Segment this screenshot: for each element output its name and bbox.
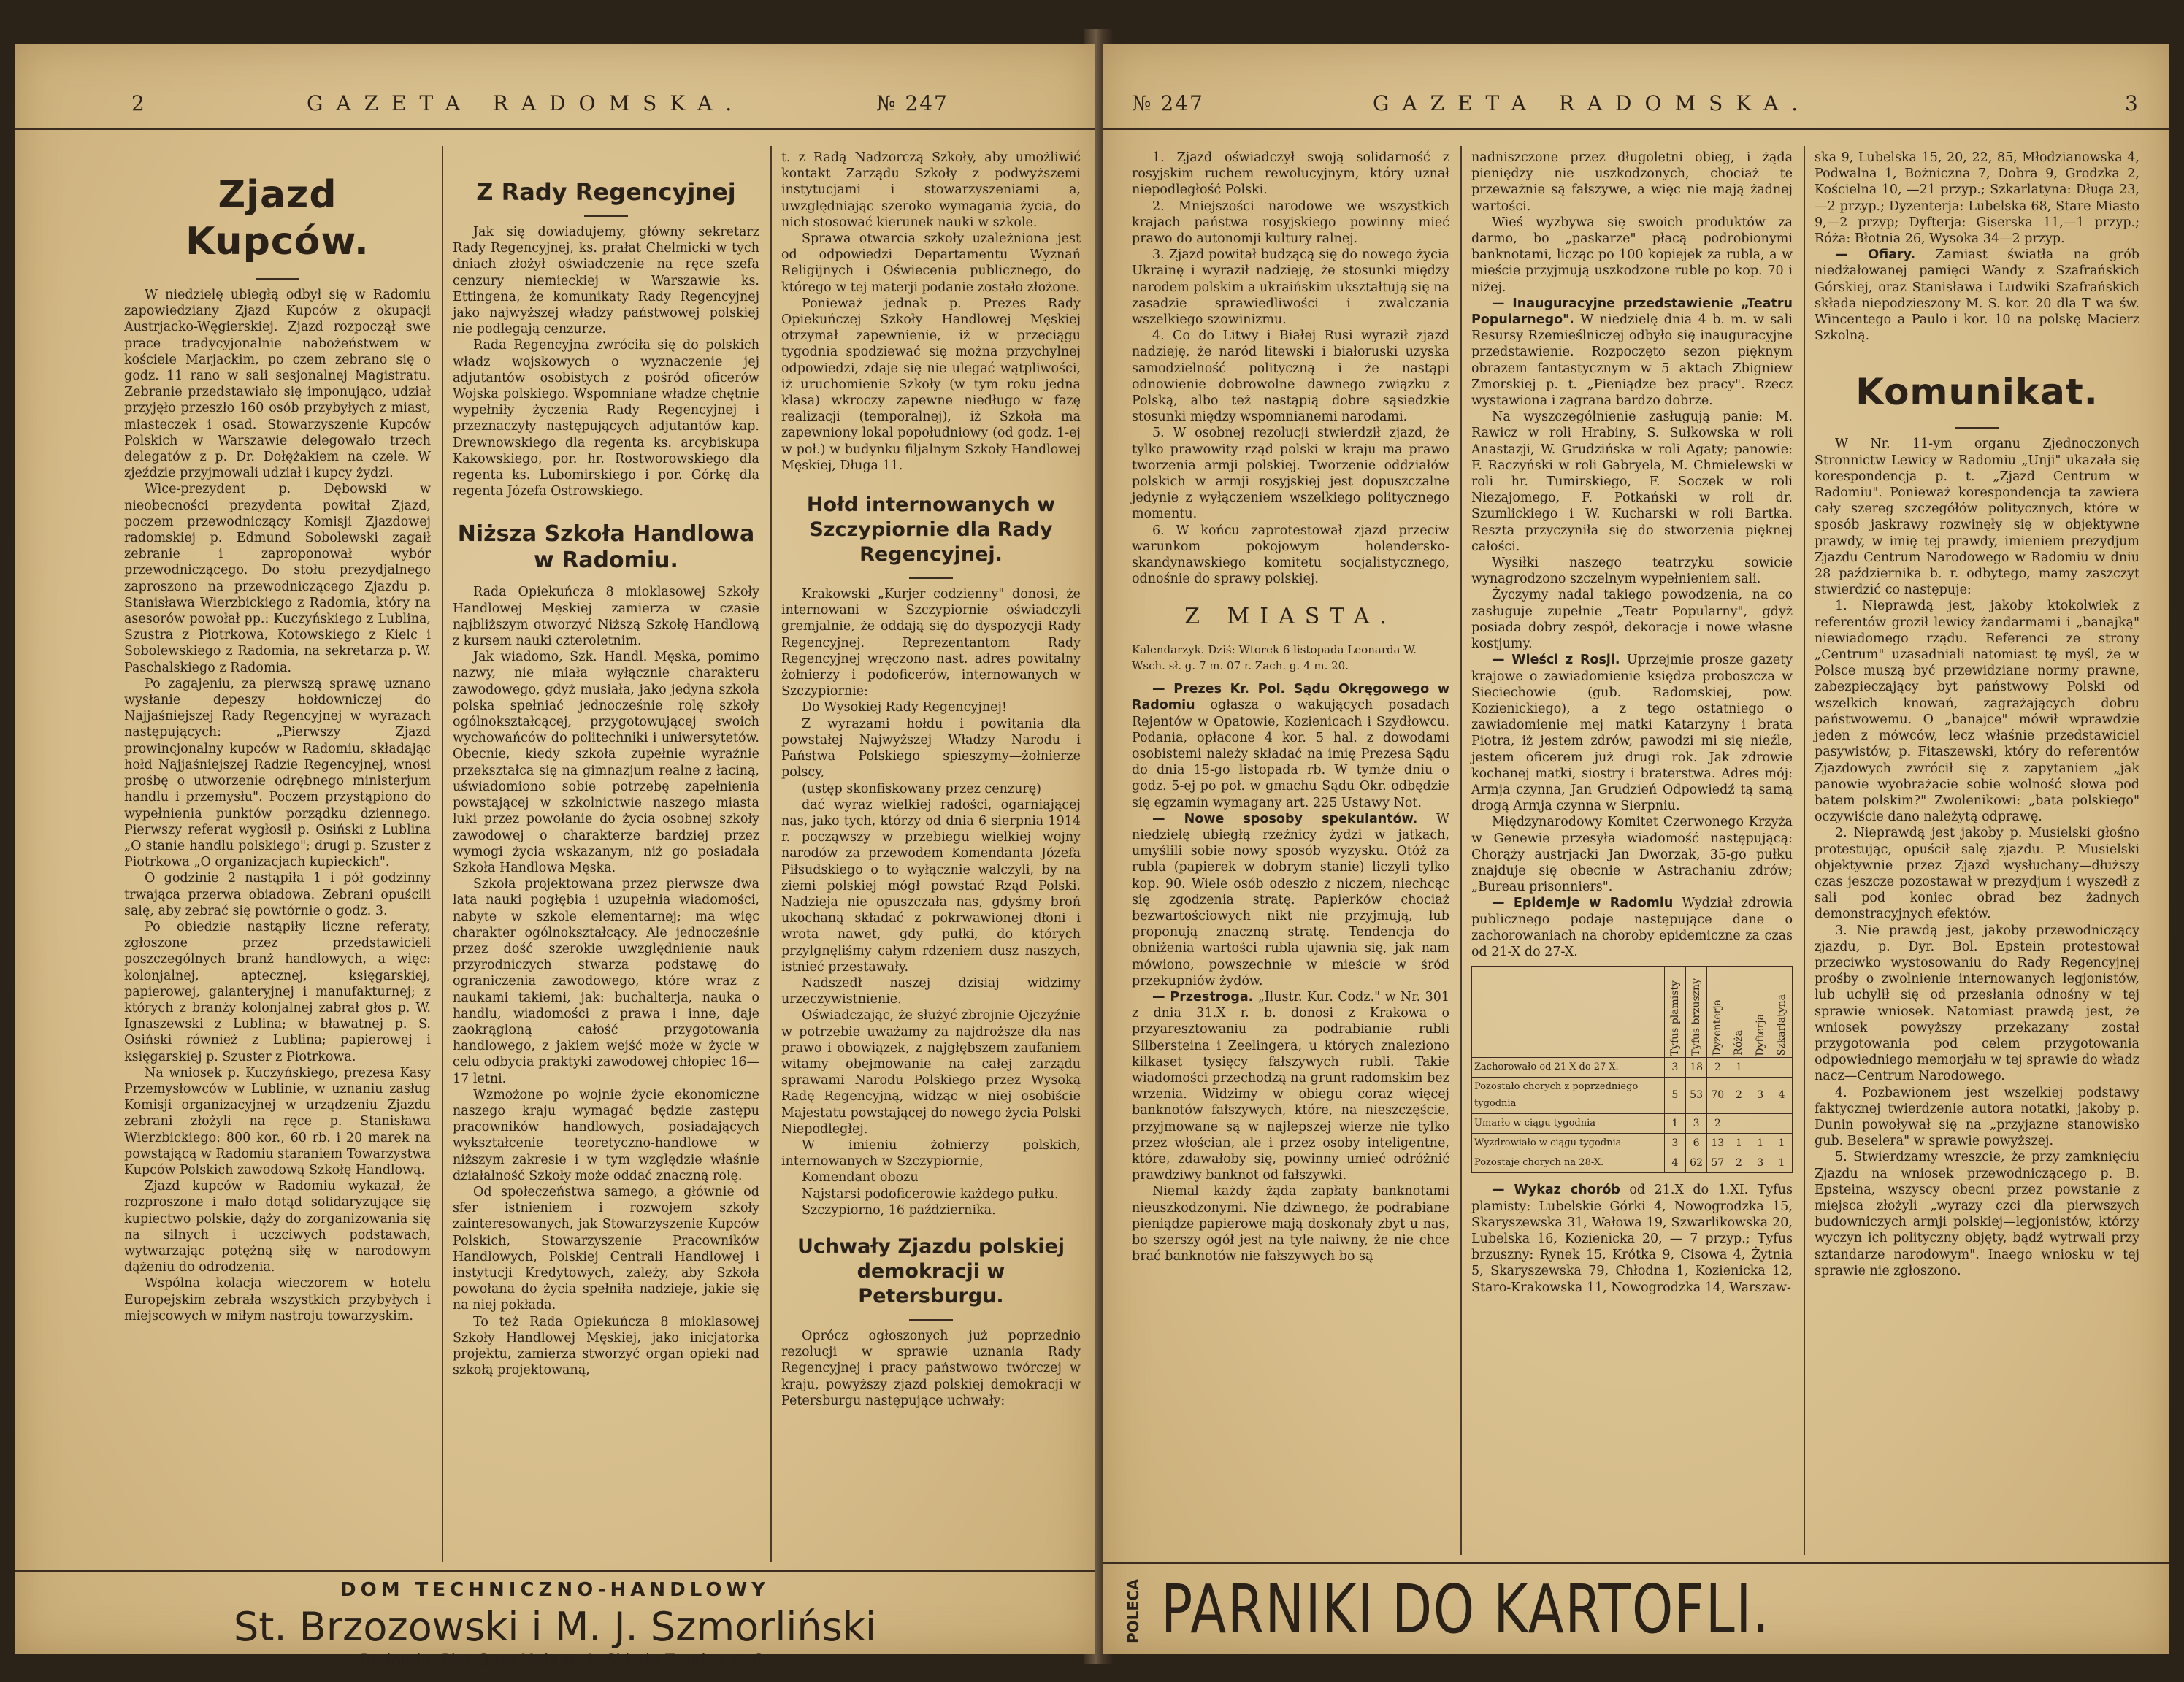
newspaper-title: GAZETA RADOMSKA.	[1373, 91, 1812, 115]
table-cell: 62	[1685, 1153, 1706, 1173]
article-title: Komunikat.	[1855, 371, 2099, 414]
table-header: Dyzenterja	[1707, 967, 1728, 1058]
article-paragraph: Wieś wyzbywa się swoich produktów za darmo, bo „paskarze" płacą podrobionymi banknotami, licząc po 100 kopiejek za rubla, a w mieście przyjmują uszkodzone ruble po kop. 70 i niżej.	[1471, 215, 1793, 295]
table-cell: 3	[1664, 1058, 1685, 1078]
table-cell: 2	[1728, 1078, 1750, 1113]
news-items	[1471, 296, 1793, 960]
article-paragraph: W imieniu żołnierzy polskich, internowanych w Szczypiornie,	[781, 1137, 1081, 1170]
column-rule	[442, 146, 443, 1562]
table-row	[1472, 1113, 1793, 1133]
article-paragraph: To też Rada Opiekuńcza 8 mioklasowej Szkoły Handlowej Męskiej, jako inicjatorka projektu, zamierza stworzyć organ opieki nad szkołą projektowaną,	[453, 1314, 759, 1378]
section-heading: Z MIASTA.	[1184, 604, 1397, 630]
table-cell: 53	[1685, 1078, 1706, 1113]
article-paragraph: Oświadczając, że służyć zbrojnie Ojczyźnie w potrzebie uważamy za najdroższe dla nas prawo i obowiązek, z najgłębszem zaufaniem witamy obejmowanie na całej zarządu sprawami Narodu Polskiego przez Wysoką Radę Regencyjną, widząc w niej osobiście Majestatu powstającej do nowego życia Polski Niepodległej.	[781, 1008, 1081, 1137]
article-title: Niższa Szkoła Handlowa w Radomiu.	[457, 521, 755, 574]
news-item: Życzymy nadal takiego powodzenia, na co zasługuje zupełnie „Teatr Popularny", gdyż posiada dobry zespół, dekoracje i nowe własne kostjumy.	[1471, 588, 1793, 652]
article-paragraph: 3. Zjazd powitał budzącą się do nowego życia Ukrainę i wyraził nadzieję, że stosunki między narodem polskim a ukraińskim ukształtują się na zasadzie sprawiedliwości i zwalczania wszelkiego szowinizmu.	[1132, 247, 1450, 328]
right-page-header	[1103, 84, 2169, 130]
ad-line: DOM TECHNICZNO-HANDLOWY	[340, 1579, 770, 1601]
advertisement-bottom-left	[15, 1570, 1095, 1670]
table-header: Dyfterja	[1750, 967, 1771, 1058]
title-divider	[1955, 427, 1999, 429]
table-cell: 3	[1664, 1133, 1685, 1153]
column-rule	[1804, 146, 1805, 1555]
table-header: Tyfus brzuszny	[1685, 967, 1706, 1058]
article-paragraph: Rada Regencyjna zwróciła się do polskich władz wojskowych o wyznaczenie jej adjutantów osobistych z pośród oficerów Wojska polskiego. Wspomniane władze chętnie wypełniły życzenia Rady Regencyjnej i przeznaczyły następujących adjutantów kap. Drewnowskiego dla regenta ks. arcybiskupa Kakowskiego, por. hr. Rostworowskiego dla regenta ks. Lubomirskiego i por. Górkę dla regenta Józefa Ostrowskiego.	[453, 338, 759, 499]
table-row	[1472, 1078, 1793, 1113]
article-paragraph: Z wyrazami hołdu i powitania dla powstałej Najwyższej Władzy Narodu i Państwa Polskiego spieszymy—żołnierze polscy,	[781, 716, 1081, 780]
right-column-2	[1471, 150, 1793, 1551]
article-paragraph: 1. Zjazd oświadczył swoją solidarność z rosyjskim ruchem rewolucyjnym, który uznał niepodległość Polski.	[1132, 150, 1449, 198]
article-paragraph: Jak się dowiadujemy, główny sekretarz Rady Regencyjnej, ks. prałat Chelmicki w tych dniach złożył oświadczenie na ręce szefa cenzury niemieckiej w Warszawie ks. Ettingena, że komunikaty Rady Regencyjnej jako najwyższej władzy państwowej polskiej nie podlegają cenzurze.	[453, 225, 759, 337]
article-paragraph: Nadszedł naszej dzisiaj widzimy urzeczywistnienie.	[781, 975, 1081, 1007]
article-title: Hołd internowanych w Szczypiornie dla Rady Regencyjnej.	[806, 494, 1056, 567]
left-column-3	[781, 150, 1081, 1559]
article-paragraph: nadniszczone przez długoletni obieg, i żąda pieniędzy nie uszkodzonych, chociaż te przeważnie są fałszywe, a więc nie mają żadnej wartości.	[1471, 150, 1793, 214]
issue-number: № 247	[876, 91, 949, 115]
article-paragraph: W Nr. 11-ym organu Zjednoczonych Stronnictw Lewicy w Radomiu „Unji" ukazała się korespondencja p. t. „Zjazd Centrum w Radomiu". Ponieważ korespondencja ta zawiera cały szereg szczegółów politycznych, które w sposób jaskrawy rozwinęły się w objektywne prawdy, w imię tej prawdy, imieniem prezydjum Zjazdu Centrum Narodowego w Radomiu w dniu 28 października b. r. odbytego, mamy zaszczyt stwierdzić co następuje:	[1815, 437, 2139, 598]
table-cell: 70	[1707, 1078, 1728, 1113]
news-item: — Nowe sposoby spekulantów. W niedzielę ubiegłą rzeźnicy żydzi w jatkach, umyślili sobie nowy sposób wyzysku. Otóż za rubla (papierek w dobrym stanie) liczyli tylko kop. 90. Wiele osób odeszło z niczem, niechcąc się zgodzenia stratę. Papierków chociaż bezwartościowych nikt nie przyjmują, lub proponują znaczną stratę. Tendencja do obniżenia wartości rubla ujawnia się, jak nam mówiono, powszechnie w mieście w śród przekupniów żydów.	[1132, 811, 1449, 988]
row-label: Zachorowało od 21-X do 27-X.	[1472, 1058, 1665, 1078]
table-header: Tyfus plamisty	[1664, 967, 1685, 1058]
article-paragraph: Niemal każdy żąda zapłaty banknotami nieuszkodzonymi. Nie dziwnego, że podrabiane pieniądze papierowe mają doskonały zbyt u nas, bo szerszy ogół jest na tyle naiwny, że nie chce brać banknotów nie fałszywych bo są	[1132, 1184, 1449, 1264]
table-cell: 4	[1771, 1078, 1792, 1113]
table-cell: 3	[1685, 1113, 1706, 1133]
article-paragraph: O godzinie 2 nastąpiła 1 i pół godzinny trwająca przerwa obiadowa. Zebrani opuścili salę, aby zebrać się powtórnie o godz. 3.	[124, 871, 431, 918]
article-title: Zjazd Kupców.	[185, 173, 369, 264]
article-body	[453, 584, 759, 1378]
article-paragraph: Wspólna kolacja wieczorem w hotelu Europejskim zebrała wszystkich przybyłych i miejscowych w miłym nastroju towarzyskim.	[124, 1276, 431, 1324]
article-paragraph: dać wyraz wielkiej radości, ogarniającej nas, jako tych, którzy od dnia 6 sierpnia 1914 r. począwszy w przebiegu wielkiej wojny narodów za przewodem Komendanta Józefa Piłsudskiego o to wyłącznie walczyli, by na ziemi polskiej mógł powstać Rząd Polski. Nadzieja nie opuszczała nas, gdyśmy broń ukochaną składać z pokrwawionej dłoni i wrota nawet, gdy pułki, do których przylgnęliśmy całym rdzeniem dusz naszych, istnieć przestawały.	[781, 797, 1081, 975]
article-paragraph: Od społeczeństwa samego, a głównie od sfer istnieniem i rozwojem szkoły zainteresowanych, jak Stowarzyszenie Kupców Polskich, Stowarzyszenie Pracowników Handlowych, Polskiej Centrali Handlowej i instytucji Kredytowych, zależy, aby Szkoła powołana do życia spełniła nadzieje, jakie się na niej pokłada.	[453, 1184, 759, 1313]
news-item: Na wyszczególnienie zasługują panie: M. Rawicz w roli Hrabiny, S. Sułkowska w roli Anastazji, W. Grudzińska w roli Agaty; panowie: F. Raczyński w roli Gabryela, M. Chmielewski w roli hr. Tumirskiego, F. Soczek w roli Niezajomego, F. Potkański w roli dr. Szumlickiego i W. Kucharski w roli Bartka. Reszta przyczyniła się do stworzenia pięknej całości.	[1471, 410, 1793, 554]
table-cell: 1	[1771, 1153, 1792, 1173]
ad-side-label: POLECA	[1124, 1578, 1142, 1644]
article-body	[781, 586, 1081, 1218]
article-paragraph: — Ofiary. Zamiast światła na grób niedżałowanej pamięci Wandy z Szafrańskich Górskiej, oraz Stanisława i Ludwiki Szafrańskich składa niepodzieszony M. S. kor. 20 dla T wa św. Wincentego a Paulo i kor. 10 na polskę Macierz Szkolną.	[1815, 247, 2139, 344]
news-item: Wysiłki naszego teatrzyku sowicie wynagrodzono szczelnym wypełnieniem sali.	[1471, 556, 1793, 587]
table-cell: 13	[1707, 1133, 1728, 1153]
article-paragraph: 6. W końcu zaprotestował zjazd przeciw warunkom pokojowym holendersko-skandynawskiego komitetu socjalistycznego, odnośnie do sprawy polskiej.	[1132, 523, 1449, 587]
article-paragraph: Do Wysokiej Rady Regencyjnej!	[802, 700, 1007, 715]
article-paragraph: Rada Opiekuńcza 8 mioklasowej Szkoły Handlowej Męskiej zamierza w czasie najbliższym otworzyć Niższą Szkołę Handlową z kursem nauki czteroletnim.	[453, 585, 759, 649]
left-column-2	[453, 150, 759, 1559]
article-paragraph: Ponieważ jednak p. Prezes Rady Opiekuńczej Szkoły Handlowej Męskiej otrzymał zapewnienie, iż w przeciągu tygodnia spodziewać się można przychylnej odpowiedzi, zdaje się nie ulegać wątpliwości, iż uruchomienie Szkoły (w tym roku jedna klasa) wkroczy zapewne niedługo w fazę realizacji (temporalnej), iż Szkoła ma zapewniony lokal popołudniowy (od godz. 1-ej w poł.) w budynku filjalnym Szkoły Handlowej Męskiej, Długa 11.	[781, 296, 1081, 473]
article-paragraph: Szczypiorno, 16 października.	[802, 1202, 996, 1218]
left-column-1	[124, 150, 431, 1559]
article-paragraph: Zjazd kupców w Radomiu wykazał, że rozproszone i mało dotąd solidaryzujące się kupiectwo polskie, dąży do zorganizowania się na silnych i uczciwych podstawach, wytwarzając potężną siłę w narodowym dążeniu do odrodzenia.	[124, 1179, 431, 1275]
table-row	[1472, 1153, 1793, 1173]
article-title: Z Rady Regencyjnej	[476, 178, 736, 206]
news-item: — Inauguracyjne przedstawienie „Teatru Popularnego". W niedzielę dnia 4 b. m. w sali Resursy Rzemieślniczej odbyło się inauguracyjne przedstawienie. Rozpoczęto sezon pięknym obrazem fantastycznym w 5 aktach Zbigniew Zmorskiej p. t. „Pieniądze bez pracy". Rzecz wystawiona i zagrana bardzo dobrze.	[1471, 296, 1793, 409]
table-cell	[1750, 1113, 1771, 1133]
article-paragraph: Krakowski „Kurjer codzienny" donosi, że internowani w Szczypiornie oświadczyli gremjalnie, że oddają się do dyspozycji Rady Regencyjnej. Reprezentantom Rady Regencyjnej wręczono nast. adres powitalny żołnierzy i podoficerów, internowanych w Szczypiornie:	[781, 587, 1081, 699]
news-items	[1132, 681, 1449, 1264]
title-divider	[909, 1319, 953, 1321]
article-paragraph: Na wniosek p. Kuczyńskiego, prezesa Kasy Przemysłowców w Lublinie, w uznaniu zasług Komisji organizacyjnej w urządzeniu Zjazdu zebrani złożyli na ręce p. Stanisława Wierzbickiego: 800 kor., 60 rb. i 20 marek na powstającą w Radomiu staraniem Towarzystwa Kupców Polskich zawodową Szkołę Handlową.	[124, 1065, 431, 1178]
article-paragraph: Wice-prezydent p. Dębowski w nieobecności prezydenta powitał Zjazd, poczem przewodniczący Komisji Zjazdowej radomskiej p. Edmund Sobolewski zagaił zebranie i zaproponował wybór przewodniczącego. Do stołu prezydjalnego zaproszono na przewodniczącego Zjazdu p. Stanisława Wierzbickiego z Radomia, który na asesorów powołał pp.: Kuczyńskiego z Lublina, Szustra z Piotrkowa, Kotowskiego z Kielc i Sobolewskiego z Radomia, na sekretarza p. W. Paschalskiego z Radomia.	[124, 482, 431, 675]
table-cell: 18	[1685, 1058, 1706, 1078]
table-cell	[1771, 1113, 1792, 1133]
table-cell: 6	[1685, 1133, 1706, 1153]
table-cell: 1	[1728, 1058, 1750, 1078]
article-paragraph: 3. Nie prawdą jest, jakoby przewodniczący zjazdu, p. Dyr. Bol. Epstein protestował przeciwko wystosowaniu do Rady Regencyjnej prośby o zwolnienie internowanych legjonistów, lub uchylił się od przesłania odnośny w tej sprawie wniosek. Natomiast prawdą jest, że wniosek powyższy przekazany został przygotowania pod celem przygotowania odpowiedniego memorjału w tej sprawie do władz nacz—Centrum Narodowego.	[1815, 923, 2139, 1084]
column-rule	[1460, 146, 1462, 1555]
news-item: — Prezes Kr. Pol. Sądu Okręgowego w Radomiu ogłasza o wakujących posadach Rejentów w Opatowie, Kozienicach i Szydłowcu. Podania, opłacone 4 kor. 5 hal. z dowodami osobistemi należy składać na imię Prezesa Sądu do dnia 15-go listopada rb. W tymże dniu o godz. 5-ej po poł. w gmachu Sądu Okr. odbędzie się egzamin wymagany art. 225 Ustawy Not.	[1132, 682, 1449, 810]
table-cell: 2	[1707, 1113, 1728, 1133]
article-paragraph: Wzmożone po wojnie życie ekonomiczne naszego kraju wymagać będzie zastępu pracowników handlowych, posiadających wykształcenie teoretyczno-handlowe w niższym zakresie i w tym względzie właśnie działalność Szkoły może oddać znaczną rolę.	[453, 1087, 759, 1183]
sun-times: Wsch. sł. g. 7 m. 07 r. Zach. g. 4 m. 20.	[1132, 658, 1349, 672]
article-title: Uchwały Zjazdu polskiej demokracji w Petersburgu.	[797, 1234, 1065, 1307]
right-page	[1103, 44, 2169, 1654]
epidemic-table	[1471, 966, 1793, 1173]
article-body	[1815, 436, 2139, 1279]
title-divider	[584, 215, 628, 217]
article-paragraph: — Wykaz chorób od 21.X do 1.XI. Tyfus plamisty: Lubelskie Górki 4, Nowogrodzka 15, Skaryszewska 31, Wałowa 19, Szwarlikowska 20, Lubelska 16, Kozienicka 20, — 7 przyp.; Tyfus brzuszny: Rynek 15, Krótka 9, Cisowa 4, Żytnia 5, Skaryszewska 79, Chłodna 1, Kozienicka 12, Staro-Krakowska 11, Nowogrodzka 14, Warszaw-	[1471, 1183, 1793, 1295]
left-page	[15, 44, 1095, 1670]
table-header: Róża	[1728, 967, 1750, 1058]
row-label: Umarło w ciągu tygodnia	[1472, 1113, 1665, 1133]
row-label: Wyzdrowiało w ciągu tygodnia	[1472, 1133, 1665, 1153]
advertisement-bottom-right	[1103, 1562, 2169, 1656]
article-paragraph: 5. Stwierdzamy wreszcie, że przy zamknięciu Zjazdu na wniosek przewodniczącego p. B. Epsteina, wszyscy obecni przez powstanie z miejsca złożyli „wyrazy czci dla pierwszych budowniczych armji polskiej—legjonistów, którzy wyczyn ich polityczny objęty, bądź wytrwali przy sztandarze narodowym". Inaego wniosku w tej sprawie nie zgłoszono.	[1815, 1150, 2139, 1278]
table-cell: 5	[1664, 1078, 1685, 1113]
column-rule	[770, 146, 772, 1562]
article-paragraph: Oprócz ogłoszonych już poprzednio rezolucji w sprawie uznania Rady Regencyjnej i pracy państwowo twórczej w kraju, powyższy zjazd polskiej demokracji w Petersburgu następujące uchwały:	[781, 1328, 1081, 1408]
title-divider	[909, 577, 953, 579]
table-cell	[1728, 1113, 1750, 1133]
article-paragraph: Sprawa otwarcia szkoły uzależniona jest od odpowiedzi Departamentu Wyznań Religijnych i Oświecenia publicznego, do którego w tej materji podanie zostało złożone.	[781, 231, 1081, 295]
article-paragraph: 1. Nieprawdą jest, jakoby ktokolwiek z referentów groził lewicy żandarmami i „banajką" niewiadomego rządu. Referenci ze strony „Centrum" uzasadniali natomiast tę myśl, że w Polsce muszą być przewidziane normy prawne, zabezpieczający byt państwowy Polski od wszelkich knowań, zagrażających dobru państwowemu. O „banajce" mówił wprawdzie jeden z mówców, lecz właśnie przedstawiciel pasywistów, p. Fitaszewski, który do referentów Zjazdowych zwrócił się z zapytaniem „jak panowie wyobrażacie sobie wolność słowa pod batem polskim?" Zwolenikowi: „bata polskiego" oczywiście dano należytą odprawę.	[1815, 599, 2139, 825]
news-item: — Przestroga. „Ilustr. Kur. Codz." w Nr. 301 z dnia 31.X r. b. donosi z Krakowa o przyaresztowaniu za podrabianie rubli Silbersteina i Zeelingera, u których znaleziono kilkaset tysięcy fałszywych rubli. Takie wiadomości przechodzą na grunt radomskim bez wrzenia. Widzimy w obiegu coraz więcej banknotów fałszywych, które, na nieszczęście, przyjmowane są w najlepszej wierze nie tylko przez włościan, ale i przez osoby inteligentne, które, zdawałoby się, powinny umieć odróżnić prawdziwy banknot od fałszywki.	[1132, 989, 1449, 1183]
table-cell: 4	[1664, 1153, 1685, 1173]
table-cell: 2	[1728, 1153, 1750, 1173]
article-paragraph: Komendant obozu	[802, 1170, 919, 1186]
article-paragraph: t. z Radą Nadzorczą Szkoły, aby umożliwić kontakt Zarządu Szkoły z podwyższemi instytucjami i stowarzyszeniami a, uwzględniając szeroko wymagania życia, do nich stosować kierunek nauki w szkole.	[781, 150, 1081, 230]
article-paragraph: W niedzielę ubiegłą odbył się w Radomiu zapowiedziany Zjazd Kupców z okupacji Austrjacko-Węgierskiej. Zjazd rozpoczął swe prace tradycyjonalnie nabożeństwem w kościele Marjackim, po czem zebrano się o godz. 11 rano w sali sesjonalnej Magistratu. Zebranie przedstawiało się imponująco, udział przyjęło przeszło 160 osób przybyłych z miast, miasteczek i osad. Stowarzyszenie Kupców Polskich w Warszawie delegowało trzech delegatów z p. Dr. Dołężakiem na czele. W zjeździe przyjmowali udział i kupcy żydzi.	[124, 288, 431, 481]
article-paragraph: ska 9, Lubelska 15, 20, 22, 85, Młodzianowska 4, Podwalna 1, Bożniczna 7, Dobra 9, Grodzka 2, Kościelna 10, —21 przyp.; Szkarlatyna: Długa 23, —2 przyp.; Dyzenterja: Lubelska 68, Stare Miasto 9,—2 przyp; Dyfterja: Giserska 11,—1 przyp.; Róża: Błotnia 26, Wysoka 34—2 przyp.	[1815, 150, 2139, 247]
article-paragraph: Najstarsi podoficerowie każdego pułku.	[802, 1186, 1059, 1202]
article-paragraph: Po zagajeniu, za pierwszą sprawę uznano wysłanie depeszy hołdowniczej do Najjaśniejszej Rady Regencyjnej w wyrazach następujących: „Pierwszy Zjazd prowincjonalny kupców w Radomiu, składając hołd Najjaśniejszej Radzie Regencyjnej, wnosi prośbę o utworzenie odrębnego ministerjum handlu i przemysłu". Poczem przystąpiono do wypełnienia punktów porządku dziennego. Pierwszy referat wygłosił p. Osiński z Lublina „O stanie handlu polskiego"; drugi p. Szuster z Piotrkowa „O organizacjach kupieckich".	[124, 676, 431, 870]
calendar-line: Kalendarzyk. Dziś: Wtorek 6 listopada Leonarda W.	[1132, 642, 1417, 656]
newspaper-title: GAZETA RADOMSKA.	[307, 91, 746, 115]
news-item: Międzynarodowy Komitet Czerwonego Krzyża w Genewie przesyła wiadomość następującą: Chorąży austrjacki Jan Dworzak, 35-go pułku znajduje się obecnie w Astrachaniu zdrów; „Bureau prisonniers".	[1471, 815, 1793, 895]
right-column-1	[1132, 150, 1449, 1551]
ad-company-name: St. Brzozowski i M. J. Szmorliński	[234, 1604, 876, 1650]
table-cell	[1750, 1058, 1771, 1078]
table-header: Szkarlatyna	[1771, 967, 1792, 1058]
table-cell: 1	[1664, 1113, 1685, 1133]
article-paragraph: Po obiedzie nastąpiły liczne referaty, zgłoszone przez przedstawicieli poszczególnych branż handlowych, a więc: kolonjalnej, aptecznej, księgarskiej, papierowej, galanteryjnej i manufakturnej; z których z branży kolonjalnej zabrał głos p. W. Ignaszewski z Lublina; w bławatnej p. S. Osiński również z Lublina; papierowej i księgarskiej p. Szuster z Piotrkowa.	[124, 919, 431, 1064]
page-number: 3	[2125, 91, 2151, 115]
row-label: Pozostało chorych z poprzedniego tygodnia	[1472, 1078, 1665, 1113]
ad-headline: PARNIKI DO KARTOFLI.	[1161, 1570, 1771, 1648]
table-cell: 3	[1750, 1078, 1771, 1113]
table-corner	[1472, 967, 1665, 1058]
page-number: 2	[131, 91, 158, 115]
news-item: — Epidemje w Radomiu Wydział zdrowia publicznego podaje następujące dane o zachorowaniach na choroby epidemiczne za czas od 21-X do 27-X.	[1471, 896, 1793, 959]
table-row	[1472, 1058, 1793, 1078]
issue-number: № 247	[1132, 91, 1204, 115]
table-cell: 1	[1771, 1133, 1792, 1153]
article-paragraph: 2. Mniejszości narodowe we wszystkich krajach państwa rosyjskiego powinny mieć prawo do autonomji kultury ralnej.	[1132, 199, 1449, 247]
table-cell: 1	[1750, 1133, 1771, 1153]
table-cell: 1	[1728, 1133, 1750, 1153]
article-body	[1132, 150, 1449, 587]
article-body	[124, 287, 431, 1324]
article-paragraph: Jak wiadomo, Szk. Handl. Męska, pomimo nazwy, nie miała wyłącznie charakteru zawodowego, gdyż musiała, jako jedyna szkoła polska spełniać jednocześnie rolę szkoły ogólnokształcącej, przygotowującej swoich wychowańców do politechniki i uniwersytetów. Obecnie, kiedy szkoła zupełnie wyraźnie przekształca się na gimnazjum realne z łaciną, uświadomiono sobie potrzebę zapełnienia powstającej w szkolnictwie naszego miasta luki przez powołanie do życia osobnej szkoły zawodowej o charakterze bardziej przez wymogi życia wskazanym, niż go posiadała Szkoła Handlowa Męska.	[453, 650, 759, 875]
article-paragraph: Szkoła projektowana przez pierwsze dwa lata nauki pogłębia i uzupełnia wiadomości, nabyte w szkole elementarnej; ma więc charakter ogólnokształcący. Ale jednocześnie przez dość szerokie uwzględnienie nauk przyrodniczych stwarza podstawę do ograniczenia zawodowego, które wraz z naukami takiemi, jak: buchalterja, nauka o handlu, wiadomości z prawa i inne, daje zaokrągloną całość przygotowania handlowego, z jakiem wejść może w życie w celu odbycia praktyki zawodowej chłopiec 16—17 letni.	[453, 877, 759, 1086]
table-cell: 57	[1707, 1153, 1728, 1173]
table-cell	[1771, 1058, 1792, 1078]
table-row	[1472, 1133, 1793, 1153]
table-cell: 2	[1707, 1058, 1728, 1078]
left-page-header	[15, 84, 1095, 130]
article-paragraph: 4. Co do Litwy i Białej Rusi wyraził zjazd nadzieję, że naród litewski i białoruski uzyska samodzielność polityczną i że nastąpi odnowienie dobrowolne dawnego związku z Polską, albo też nastąpią dobre sąsiedzkie stosunki między wspomnianemi narodami.	[1132, 329, 1449, 425]
ad-address: w Radomiu, Plac 3-go Maja № 1. Składy Zgodna № 6.	[342, 1651, 768, 1670]
row-label: Pozostaje chorych na 28-X.	[1472, 1153, 1665, 1173]
article-paragraph: 2. Nieprawdą jest jakoby p. Musielski głośno protestując, opuścił salę zjazdu. P. Musielski objektywnie przez Zjazd wysłuchany—dłuższy czas jeszcze pozostawał w prezydjum i wyszedł z sali pod koniec obrad bez żadnych demonstracyjnych efektów.	[1815, 826, 2139, 922]
article-paragraph: 5. W osobnej rezolucji stwierdził zjazd, że tylko prawowity rząd polski w kraju ma prawo tworzenia armji polskiej. Tworzenie oddziałów polskich w armji rosyjskiej jest dopuszczalne jedynie z wyłączeniem wszelkiego politycznego momentu.	[1132, 426, 1449, 522]
news-item: — Wieści z Rosji. Uprzejmie prosze gazety krajowe o zawiadomienie księdza proboszcza w Sieciechowie (gub. Radomskiej, pow. Kozienickiego), a z tego ostatniego o zawiadomienie mej matki Katarzyny i brata Piotra, iż jestem zdrów, pawodzi mi się nieźle, jestem oficerem już drugi rok. Jak zdrowie kochanej matki, siostry i braterstwa. Adres mój: Armja czynna, Jan Grudzień Odpowiedź tą samą drogą Armja czynna w Sierpniu.	[1471, 653, 1793, 814]
right-column-3	[1815, 150, 2139, 1551]
title-divider	[256, 278, 299, 280]
article-paragraph: 4. Pozbawionem jest wszelkiej podstawy faktycznej twierdzenie autora notatki, jakoby p. Dunin powoływał się na „przyjazne stanowisko gub. Beselera" w sprawie powyższej.	[1815, 1085, 2139, 1149]
table-cell: 3	[1750, 1153, 1771, 1173]
article-paragraph: (ustęp skonfiskowany przez cenzurę)	[802, 781, 1041, 796]
